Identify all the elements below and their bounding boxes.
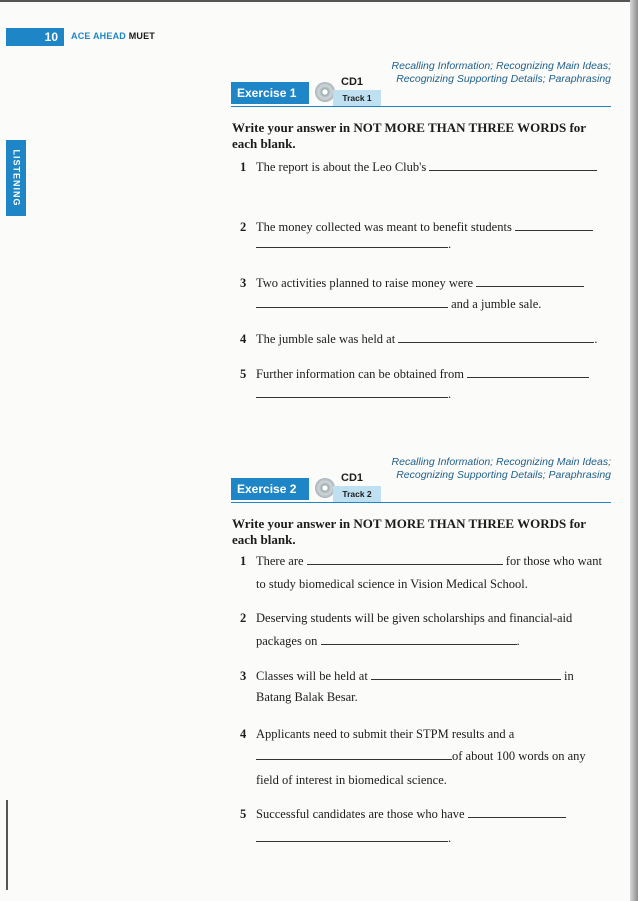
cd-label: CD1 xyxy=(341,76,364,88)
header-rule xyxy=(231,502,611,503)
question-continuation: . xyxy=(256,236,451,252)
answer-blank-1[interactable] xyxy=(429,169,597,171)
skills-list: Recalling Information; Recognizing Main Ideas; Recognizing Supporting Details; Paraphrasing xyxy=(391,60,611,85)
track-label: Track 2 xyxy=(333,486,381,502)
exercise-badge: Exercise 1 xyxy=(231,82,309,104)
question-item: 4 The jumble sale was held at . xyxy=(240,332,598,346)
answer-blank-7[interactable] xyxy=(321,643,517,645)
cd-icon xyxy=(315,82,335,102)
answer-blank-10[interactable] xyxy=(468,816,566,818)
exercise-badge: Exercise 2 xyxy=(231,478,309,500)
answer-blank-6[interactable] xyxy=(307,563,503,565)
question-continuation: field of interest in biomedical science. xyxy=(256,773,447,787)
skills-list: Recalling Information; Recognizing Main Ideas; Recognizing Supporting Details; Paraphrasing xyxy=(391,456,611,481)
book-title: ACE AHEAD MUET xyxy=(71,31,155,41)
answer-blank-2[interactable] xyxy=(515,229,593,231)
question-continuation: . xyxy=(256,386,451,402)
top-rule xyxy=(0,0,638,2)
question-item: 2 Deserving students will be given scholarships and financial-aid xyxy=(240,611,573,625)
answer-blank-4[interactable] xyxy=(398,341,594,343)
question-continuation: . xyxy=(256,830,451,846)
margin-mark xyxy=(6,800,8,890)
exercise-1-header xyxy=(231,60,611,114)
instruction: Write your answer in NOT MORE THAN THREE WORDS for each blank. xyxy=(232,120,586,151)
question-item: 3 Two activities planned to raise money were xyxy=(240,275,605,291)
question-continuation: packages on . xyxy=(256,634,520,648)
answer-blank-3b[interactable] xyxy=(256,306,448,308)
page-number: 10 xyxy=(6,28,64,46)
answer-blank-2b[interactable] xyxy=(256,246,448,248)
question-item: 2 The money collected was meant to benefit students xyxy=(240,219,605,235)
question-item: 4 Applicants need to submit their STPM results and a xyxy=(240,727,515,741)
exercise-2-header xyxy=(231,456,611,510)
answer-blank-5b[interactable] xyxy=(256,396,448,398)
question-continuation: Batang Balak Besar. xyxy=(256,690,358,704)
instruction: Write your answer in NOT MORE THAN THREE WORDS for each blank. xyxy=(232,516,586,547)
question-item: 1 There are for those who want xyxy=(240,554,602,568)
cd-icon xyxy=(315,478,335,498)
question-item: 5 Further information can be obtained from xyxy=(240,366,605,382)
header-rule xyxy=(231,106,611,107)
section-tab: LISTENING xyxy=(6,140,26,216)
answer-blank-3[interactable] xyxy=(476,285,584,287)
track-label: Track 1 xyxy=(333,90,381,106)
question-item: 3 Classes will be held at in xyxy=(240,669,574,683)
question-item: 1 The report is about the Leo Club's xyxy=(240,159,605,175)
question-continuation: and a jumble sale. xyxy=(256,296,541,312)
page-edge-shadow xyxy=(630,0,638,901)
cd-label: CD1 xyxy=(341,472,364,484)
answer-blank-8[interactable] xyxy=(371,678,561,680)
question-item: 5 Successful candidates are those who have xyxy=(240,806,605,822)
answer-blank-9[interactable] xyxy=(256,758,452,760)
question-continuation: to study biomedical science in Vision Medical School. xyxy=(256,577,528,591)
question-continuation: of about 100 words on any xyxy=(256,748,586,764)
answer-blank-5[interactable] xyxy=(467,376,589,378)
answer-blank-10b[interactable] xyxy=(256,840,448,842)
